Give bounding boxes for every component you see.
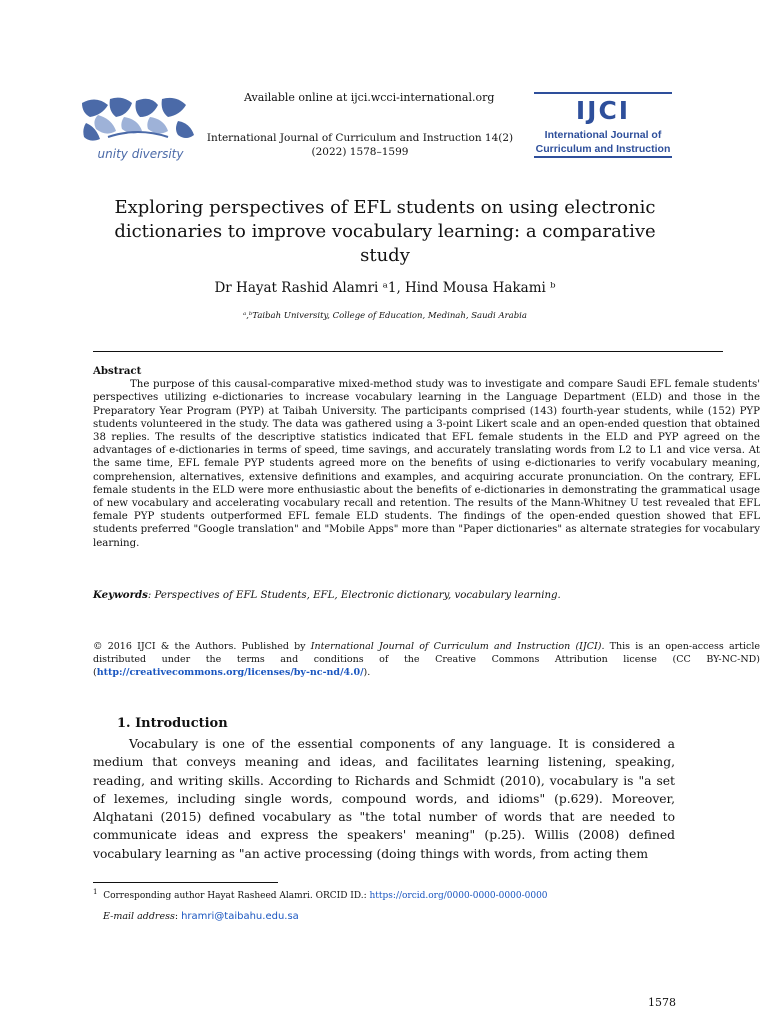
email-line: E-mail address: hramri@taibahu.edu.sa bbox=[103, 911, 299, 922]
ijci-logo-subtitle bbox=[534, 128, 672, 156]
ijci-logo-title: IJCI bbox=[575, 96, 631, 125]
available-online-text: Available online at ijci.wcci-international.org bbox=[244, 91, 495, 104]
abstract-heading: Abstract bbox=[93, 365, 142, 377]
license-middle: . This is an open-access article distributed under the terms and conditions of the Creative Commons Attribution license (CC BY-NC-ND) ( bbox=[93, 641, 761, 678]
footnote-text: Corresponding author Hayat Rasheed Alamri. ORCID ID.: bbox=[103, 891, 370, 901]
intro-paragraph: Vocabulary is one of the essential components of any language. It is considered a medium that conveys meaning and ideas, and facilitates learning listening, speaking, reading, and writing skills. According to Richards and Schmidt (2010), vocabulary is "a set of lexemes, including single words, compound words, and idioms" (p.629). Moreover, Alqhatani (2015) defined vocabulary as "the total number of words that are needed to communicate ideas and express the speakers' meaning" (p.25). Willis (2008) defined vocabulary learning as "an active processing (doing things with words, from acting them bbox=[93, 737, 675, 861]
journal-citation: International Journal of Curriculum and Instruction 14(2) (2022) 1578–1599 bbox=[206, 132, 514, 158]
footnote bbox=[93, 888, 693, 901]
license-prefix: © 2016 IJCI & the Authors. Published by bbox=[93, 641, 311, 652]
page-number: 1578 bbox=[648, 996, 676, 1009]
section-heading-introduction: 1. Introduction bbox=[117, 716, 228, 731]
email-link[interactable]: hramri@taibahu.edu.sa bbox=[181, 911, 299, 922]
logo-rule-bottom bbox=[534, 156, 672, 158]
footnote-rule bbox=[93, 882, 278, 883]
author-affiliation: ᵃ,ᵇTaibah University, College of Education, Medinah, Saudi Arabia bbox=[243, 311, 527, 321]
logo-left-text: unity diversity bbox=[97, 147, 184, 161]
keywords-label: Keywords bbox=[93, 589, 148, 601]
abstract-block bbox=[93, 365, 760, 550]
email-label: E-mail address bbox=[103, 911, 175, 922]
divider-rule bbox=[93, 351, 723, 352]
license-notice bbox=[93, 640, 760, 679]
paper-title: Exploring perspectives of EFL students on using electronic dictionaries to improve vocabulary learning: a comparative study bbox=[114, 197, 656, 266]
license-link[interactable]: http://creativecommons.org/licenses/by-nc-nd/4.0/ bbox=[96, 667, 364, 678]
ijci-subtitle-line1: International Journal of bbox=[544, 129, 662, 141]
ijci-subtitle-line2: Curriculum and Instruction bbox=[535, 143, 671, 155]
keywords-line bbox=[93, 589, 760, 601]
logo-rule-top bbox=[534, 92, 672, 94]
introduction-text bbox=[93, 735, 675, 863]
unity-diversity-logo bbox=[78, 95, 203, 165]
license-suffix: ). bbox=[363, 667, 371, 678]
orcid-link[interactable]: https://orcid.org/0000-0000-0000-0000 bbox=[369, 891, 548, 901]
keywords-text: : Perspectives of EFL Students, EFL, Electronic dictionary, vocabulary learning. bbox=[147, 590, 561, 601]
abstract-text: The purpose of this causal-comparative mixed-method study was to investigate and compare Saudi EFL female students' perspectives utilizing e-dictionaries to increase vocabulary learning in the Language Department (ELD) and those in the Preparatory Year Program (PYP) at Taibah University. The participants comprised (143) fourth-year students, while (152) PYP students volunteered in the study. The data was gathered using a 3-point Likert scale and an open-ended question that obtained 38 replies. The results of the descriptive statistics indicated that EFL female students in the ELD and PYP agreed on the advantages of e-dictionaries in terms of speed, time savings, and accurately translating words from L2 to L1 and vice versa. At the same time, EFL female PYP students agreed more on the benefits of using e-dictionaries to verify vocabulary meaning, comprehension, alternatives, extensive definitions and examples, and acquiring accurate pronunciation. On the contrary, EFL female students in the ELD were more enthusiastic about the benefits of e-dictionaries in demonstrating the grammatical usage of new vocabulary and accelerating vocabulary recall and retention. The results of the Mann-Whitney U test revealed that EFL female PYP students outperformed EFL female ELD students. The findings of the open-ended question showed that EFL students preferred "Google translation" and "Mobile Apps" more than "Paper dictionaries" as alternate strategies for vocabulary learning. bbox=[93, 379, 760, 549]
ijci-logo bbox=[534, 92, 672, 158]
license-journal: International Journal of Curriculum and Instruction (IJCI) bbox=[310, 641, 602, 652]
footnote-mark: 1 bbox=[93, 888, 98, 896]
paper-authors: Dr Hayat Rashid Alamri ᵃ1, Hind Mousa Hakami ᵇ bbox=[214, 280, 556, 296]
